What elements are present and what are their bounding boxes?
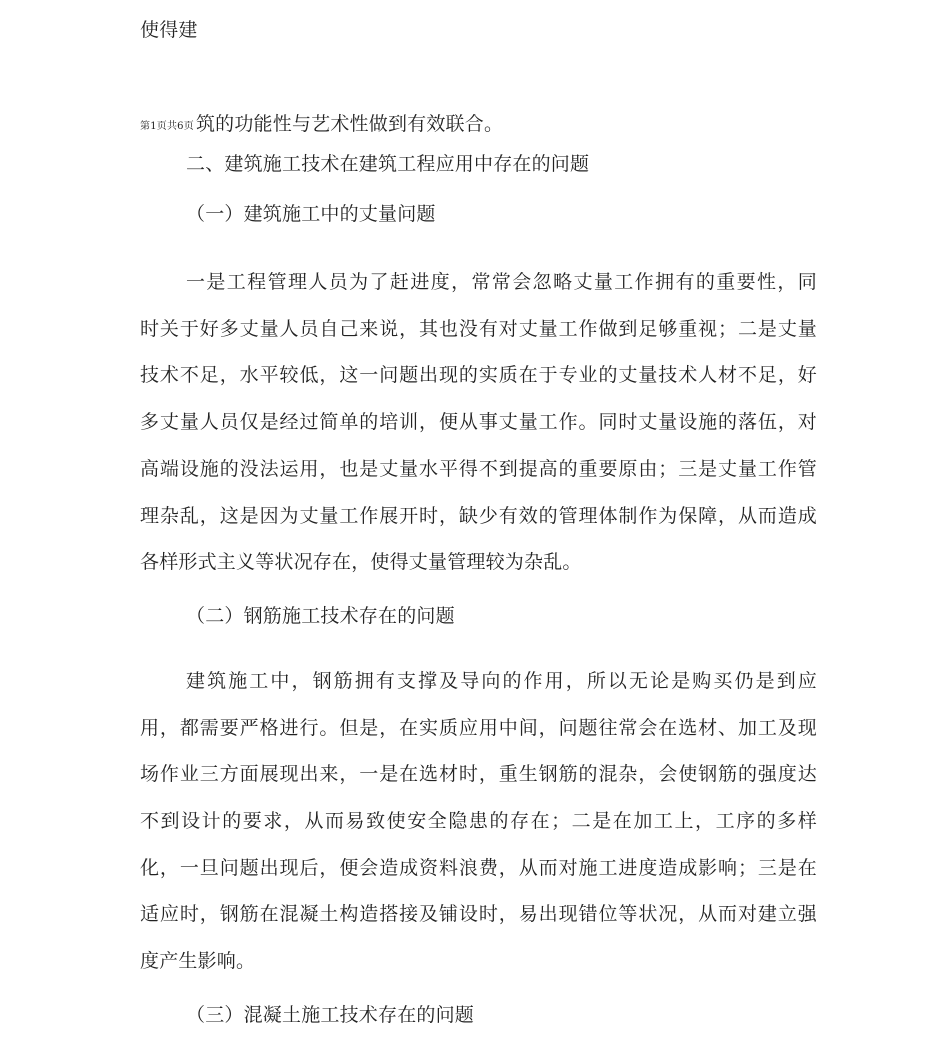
paragraph-2-line: 不到设计的要求，从而易致使安全隐患的存在；二是在加工上，工序的多样: [140, 810, 817, 832]
paragraph-1-line: 高端设施的没法运用，也是丈量水平得不到提高的重要原由；三是丈量工作管: [140, 458, 817, 480]
paragraph-1-line: 时关于好多丈量人员自己来说，其也没有对丈量工作做到足够重视；二是丈量: [140, 318, 817, 340]
section-heading: 二、建筑施工技术在建筑工程应用中存在的问题: [186, 153, 590, 175]
paragraph-1-line: 各样形式主义等状况存在，使得丈量管理较为杂乱。: [140, 551, 582, 573]
paragraph-1-line: 理杂乱，这是因为丈量工作展开时，缺少有效的管理体制作为保障，从而造成: [140, 505, 817, 527]
paragraph-2-line: 化，一旦问题出现后，便会造成资料浪费，从而对施工进度造成影响；三是在: [140, 857, 817, 879]
paragraph-2-line: 用，都需要严格进行。但是，在实质应用中间，问题往常会在选材、加工及现: [140, 717, 817, 739]
paragraph-1-line: 多丈量人员仅是经过简单的培训，便从事丈量工作。同时丈量设施的落伍，对: [140, 411, 817, 433]
continuation-line: [140, 111, 503, 141]
paragraph-1-line: 一是工程管理人员为了赶进度，常常会忽略丈量工作拥有的重要性，同: [186, 271, 817, 293]
paragraph-2-line: 适应时，钢筋在混凝土构造搭接及铺设时，易出现错位等状况，从而对建立强: [140, 903, 817, 925]
text-fragment-top: 使得建: [140, 19, 198, 41]
paragraph-2-line: 场作业三方面展现出来，一是在选材时，重生钢筋的混杂，会使钢筋的强度达: [140, 763, 817, 785]
paragraph-2-line: 度产生影响。: [140, 950, 256, 972]
paragraph-2-line: 建筑施工中，钢筋拥有支撑及导向的作用，所以无论是购买仍是到应: [186, 670, 817, 692]
subsection-heading-3: （三）混凝土施工技术存在的问题: [186, 1004, 475, 1026]
subsection-heading-2: （二）钢筋施工技术存在的问题: [186, 605, 455, 627]
page-marker: 第1页共6页: [140, 121, 194, 132]
continuation-text: 筑的功能性与艺术性做到有效联合。: [195, 113, 504, 135]
subsection-heading-1: （一）建筑施工中的丈量问题: [186, 203, 436, 225]
paragraph-1-line: 技术不足，水平较低，这一问题出现的实质在于专业的丈量技术人材不足，好: [140, 364, 817, 386]
